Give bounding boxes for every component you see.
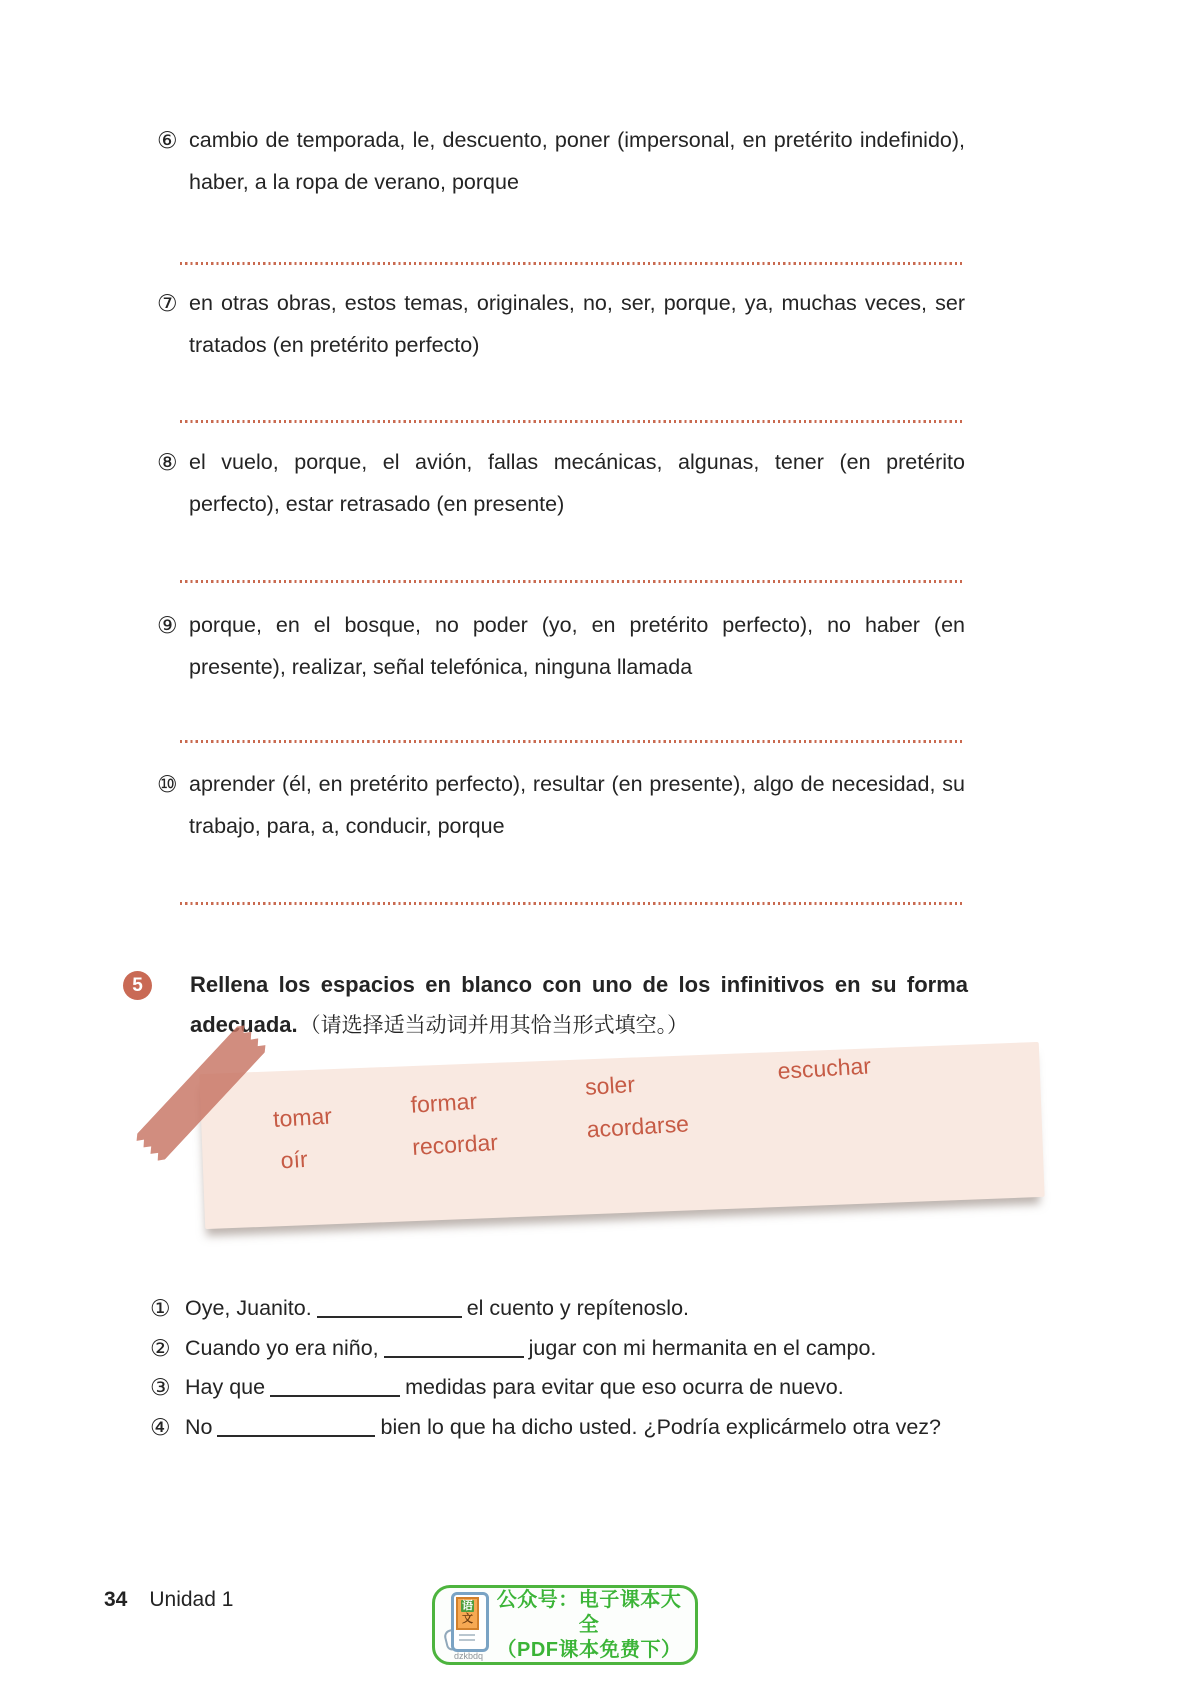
word-bank-word: escuchar (776, 1052, 872, 1084)
question-text (185, 1289, 978, 1329)
question-number: ① (150, 1295, 171, 1321)
book-label: 语 (462, 1600, 473, 1612)
item-number: ⑦ (157, 290, 178, 316)
answer-line (180, 902, 965, 905)
promo-line1: 公众号：电子课本大全 (496, 1588, 682, 1636)
question-row (150, 1329, 978, 1369)
question-row (150, 1289, 978, 1329)
word-list-item-10 (157, 763, 965, 847)
item-number: ⑨ (157, 612, 178, 638)
chinese-book-icon (456, 1597, 479, 1630)
blank-line (384, 1343, 524, 1358)
question-after-blank: el cuento y repítenoslo. (466, 1296, 689, 1320)
blank-line (270, 1382, 400, 1397)
answer-line (180, 262, 965, 265)
question-text (185, 1408, 978, 1448)
question-before-blank: Cuando yo era niño, (185, 1335, 379, 1360)
item-text: cambio de temporada, le, descuento, poner (impersonal, en pretérito indefinido), haber, a la ropa de verano, porque (189, 128, 965, 194)
item-number: ⑩ (157, 771, 178, 797)
word-bank-word: oír (279, 1145, 309, 1174)
unit-label: Unidad 1 (149, 1588, 234, 1611)
question-before-blank: Hay que (185, 1375, 266, 1399)
question-row (150, 1368, 978, 1408)
answer-line (180, 740, 965, 743)
icon-line (459, 1639, 475, 1641)
icon-caption: dzkbdq (454, 1651, 484, 1661)
question-row (150, 1408, 978, 1448)
exercise5-title (190, 965, 968, 1046)
icon-line (459, 1634, 475, 1636)
wechat-promo-badge (432, 1585, 698, 1665)
word-bank-word: formar (409, 1087, 478, 1118)
word-list-item-6 (157, 119, 965, 203)
word-list-item-9 (157, 604, 965, 688)
question-after-blank: medidas para evitar que eso ocurra de nuevo. (405, 1375, 844, 1399)
blank-line (317, 1303, 462, 1318)
question-number: ③ (150, 1374, 171, 1400)
word-list-item-8 (157, 441, 965, 525)
question-after-blank: jugar con mi hermanita en el campo. (528, 1335, 877, 1360)
question-after-blank: bien lo que ha dicho usted. ¿Podría explicármelo otra vez? (380, 1414, 942, 1439)
word-bank-word: acordarse (585, 1110, 690, 1143)
word-list-item-7 (157, 282, 965, 366)
question-before-blank: Oye, Juanito. (185, 1296, 312, 1320)
fill-in-questions (150, 1289, 978, 1447)
question-before-blank: No (185, 1414, 213, 1439)
item-number: ⑧ (157, 449, 178, 475)
word-bank-word: recordar (411, 1128, 499, 1160)
blank-line (217, 1422, 375, 1437)
exercise5-title-chinese: （请选择适当动词并用其恰当形式填空。） (299, 1014, 689, 1037)
answer-line (180, 580, 965, 583)
exercise-number-badge: 5 (123, 971, 152, 1000)
page-number: 34 (104, 1588, 128, 1611)
item-text: aprender (él, en pretérito perfecto), resultar (en presente), algo de necesidad, su trabajo, para, a, conducir, porque (189, 772, 965, 838)
question-text (185, 1368, 978, 1408)
question-number: ④ (150, 1413, 171, 1440)
answer-line (180, 420, 965, 423)
item-text: el vuelo, porque, el avión, fallas mecánicas, algunas, tener (en pretérito perfecto), estar retrasado (en presente) (189, 450, 965, 516)
promo-text (491, 1588, 687, 1663)
item-text: en otras obras, estos temas, originales, no, ser, porque, ya, muchas veces, ser tratados (en pretérito perfecto) (189, 291, 965, 357)
word-bank-card (199, 1042, 1044, 1229)
promo-line2: （PDF课本免费下） (496, 1638, 682, 1661)
word-bank-word: tomar (272, 1102, 333, 1132)
item-number: ⑥ (157, 127, 178, 153)
question-text (185, 1329, 978, 1369)
exercise5-title-spanish: Rellena los espacios en blanco con uno de los infinitivos en su forma adecuada. (190, 972, 968, 1037)
word-bank-word: soler (584, 1070, 636, 1100)
book-label: 文 (462, 1612, 473, 1625)
page-footer (104, 1588, 233, 1612)
ebook-phone-icon (445, 1592, 491, 1661)
item-text: porque, en el bosque, no poder (yo, en pretérito perfecto), no haber (en presente), realizar, señal telefónica, ninguna llamada (189, 613, 965, 679)
question-number: ② (150, 1334, 171, 1361)
